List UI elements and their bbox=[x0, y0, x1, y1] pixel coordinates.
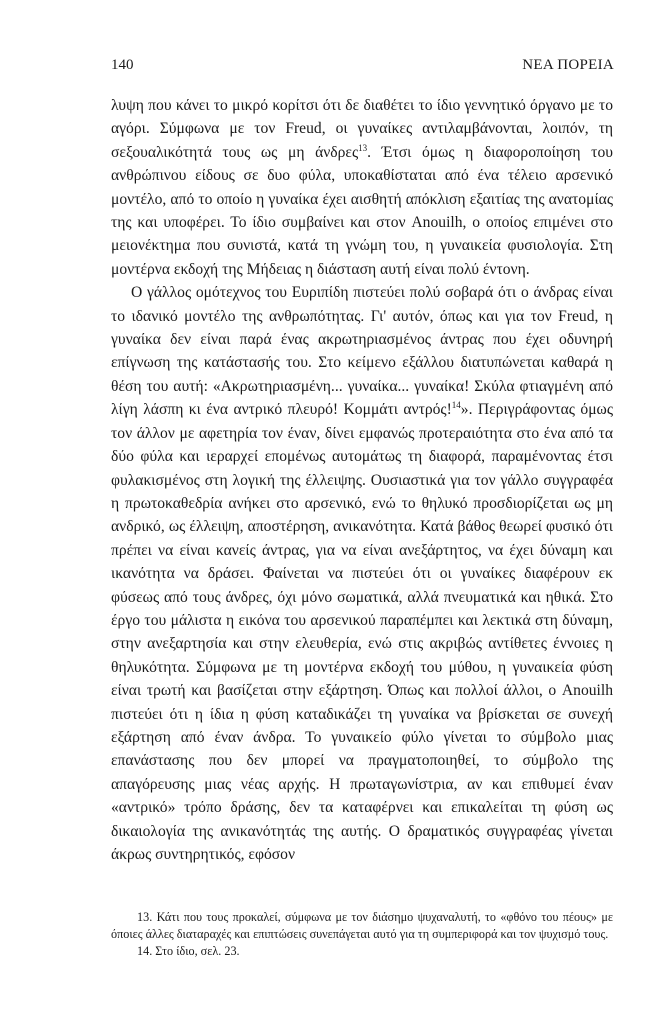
paragraph-text: Ο γάλλος ομότεχνος του Ευριπίδη πιστεύει πολύ σοβαρά ότι ο άνδρας είναι το ιδανικό μοντέλο της ανθρωπότητας. Γι' αυτόν, όπως και για τον Freud, η γυναίκα δεν είναι παρά ένας ακρωτηριασμένος άντρας που έχει οδυνηρή επίγνωση της κατάστασής του. Στο κείμενο εξάλλου διατυπώνεται καθαρά η θέση του αυτή: «Ακρωτηριασμένη... γυναίκα... γυναίκα! Σκύλα φτιαγμένη από λίγη λάσπη κι ένα αντρικό πλευρό! Κομμάτι αντρός! bbox=[111, 284, 613, 419]
paragraph bbox=[111, 94, 613, 281]
footnote-reference: 13 bbox=[358, 142, 368, 153]
footnote-reference: 14 bbox=[451, 400, 461, 411]
page-number: 140 bbox=[111, 57, 134, 73]
running-head: ΝΕΑ ΠΟΡΕΙΑ bbox=[522, 57, 614, 73]
main-text bbox=[111, 94, 613, 866]
paragraph-text: λυψη που κάνει το μικρό κορίτσι ότι δε διαθέτει το ίδιο γεννητικό όργανο με το αγόρι. Σύμφωνα με τον Freud, οι γυναίκες αντιλαμβάνονται, λοιπόν, τη σεξουαλικότητά τους ως μη άνδρες bbox=[111, 97, 613, 161]
paragraph bbox=[111, 281, 613, 866]
footnote: 14. Στο ίδιο, σελ. 23. bbox=[137, 944, 240, 958]
paragraph-text: ». Περιγράφοντας όμως τον άλλον με αφετηρία τον έναν, δίνει εμφανώς προτεραιότητα στο ένα από τα δύο φύλα και ιεραρχεί επομένως αυτομάτως τη διαφορά, παραμένοντας έτσι φυλακισμένος στη λογική της έλλειψης. Ουσιαστικά για τον γάλλο συγγραφέα η πρωτοκαθεδρία ανήκει στο αρσενικό, ενώ το θηλυκό προσδιορίζεται ως μη ανδρικό, ως έλλειψη, αποστέρηση, ανικανότητα. Κατά βάθος θεωρεί φυσικό ότι πρέπει να είναι κανείς άντρας, για να είναι ανεξάρτητος, να έχει δύναμη και ικανότητα να δράσει. Φαίνεται να πιστεύει ότι οι γυναίκες διαφέρουν εκ φύσεως από τους άνδρες, όχι μόνο σωματικά, αλλά πνευματικά και ηθικά. Στο έργο του μάλιστα η εικόνα του αρσενικού παραπέμπει και λεκτικά στη δύναμη, στην ανεξαρτησία και στην ελευθερία, ενώ στις ακριβώς αντίθετες έννοιες η θηλυκότητα. Σύμφωνα με τη μοντέρνα εκδοχή του μύθου, η γυναικεία φύση είναι τρωτή και βασίζεται στην εξάρτηση. Όπως και πολλοί άλλοι, ο Anouilh πιστεύει ότι η ίδια η φύση καταδικάζει τη γυναίκα να βρίσκεται σε συνεχή εξάρτηση από έναν άνδρα. Το γυναικείο φύλο γίνεται το σύμβολο μιας επανάστασης που δεν μπορεί να πραγματοποιηθεί, το σύμβολο της απαγόρευσης μιας νέας αρχής. Η πρωταγωνίστρια, αν και επιθυμεί έναν «αντρικό» τρόπο δράσης, δεν τα καταφέρνει και επικαλείται τη φύση ως δικαιολογία της ανικανότητάς της αυτής. Ο δραματικός συγγραφέας γίνεται άκρως συντηρητικός, εφόσον bbox=[111, 401, 613, 863]
footnotes bbox=[111, 909, 613, 960]
footnote: 13. Κάτι που τους προκαλεί, σύμφωνα με τον διάσημο ψυχαναλυτή, το «φθόνο του πέους» με όποιες άλλες διαταραχές και επιπτώσεις συνεπάγεται αυτό για τη συμπεριφορά και τον ψυχισμό τους. bbox=[111, 910, 613, 941]
paragraph-text: . Έτσι όμως η διαφοροποίηση του ανθρώπινου είδους σε δυο φύλα, υποκαθίσταται από ένα τέλειο αρσενικό μοντέλο, από το οποίο η γυναίκα έχει αισθητή απόκλιση εξαιτίας της ανατομίας της και υποφέρει. Το ίδιο συμβαίνει και στον Anouilh, ο οποίος επιμένει στο μειονέκτημα που συνιστά, κατά τη γνώμη του, η γυναικεία φυσιολογία. Στη μοντέρνα εκδοχή της Μήδειας η διάσταση αυτή είναι πολύ έντονη. bbox=[111, 143, 613, 278]
